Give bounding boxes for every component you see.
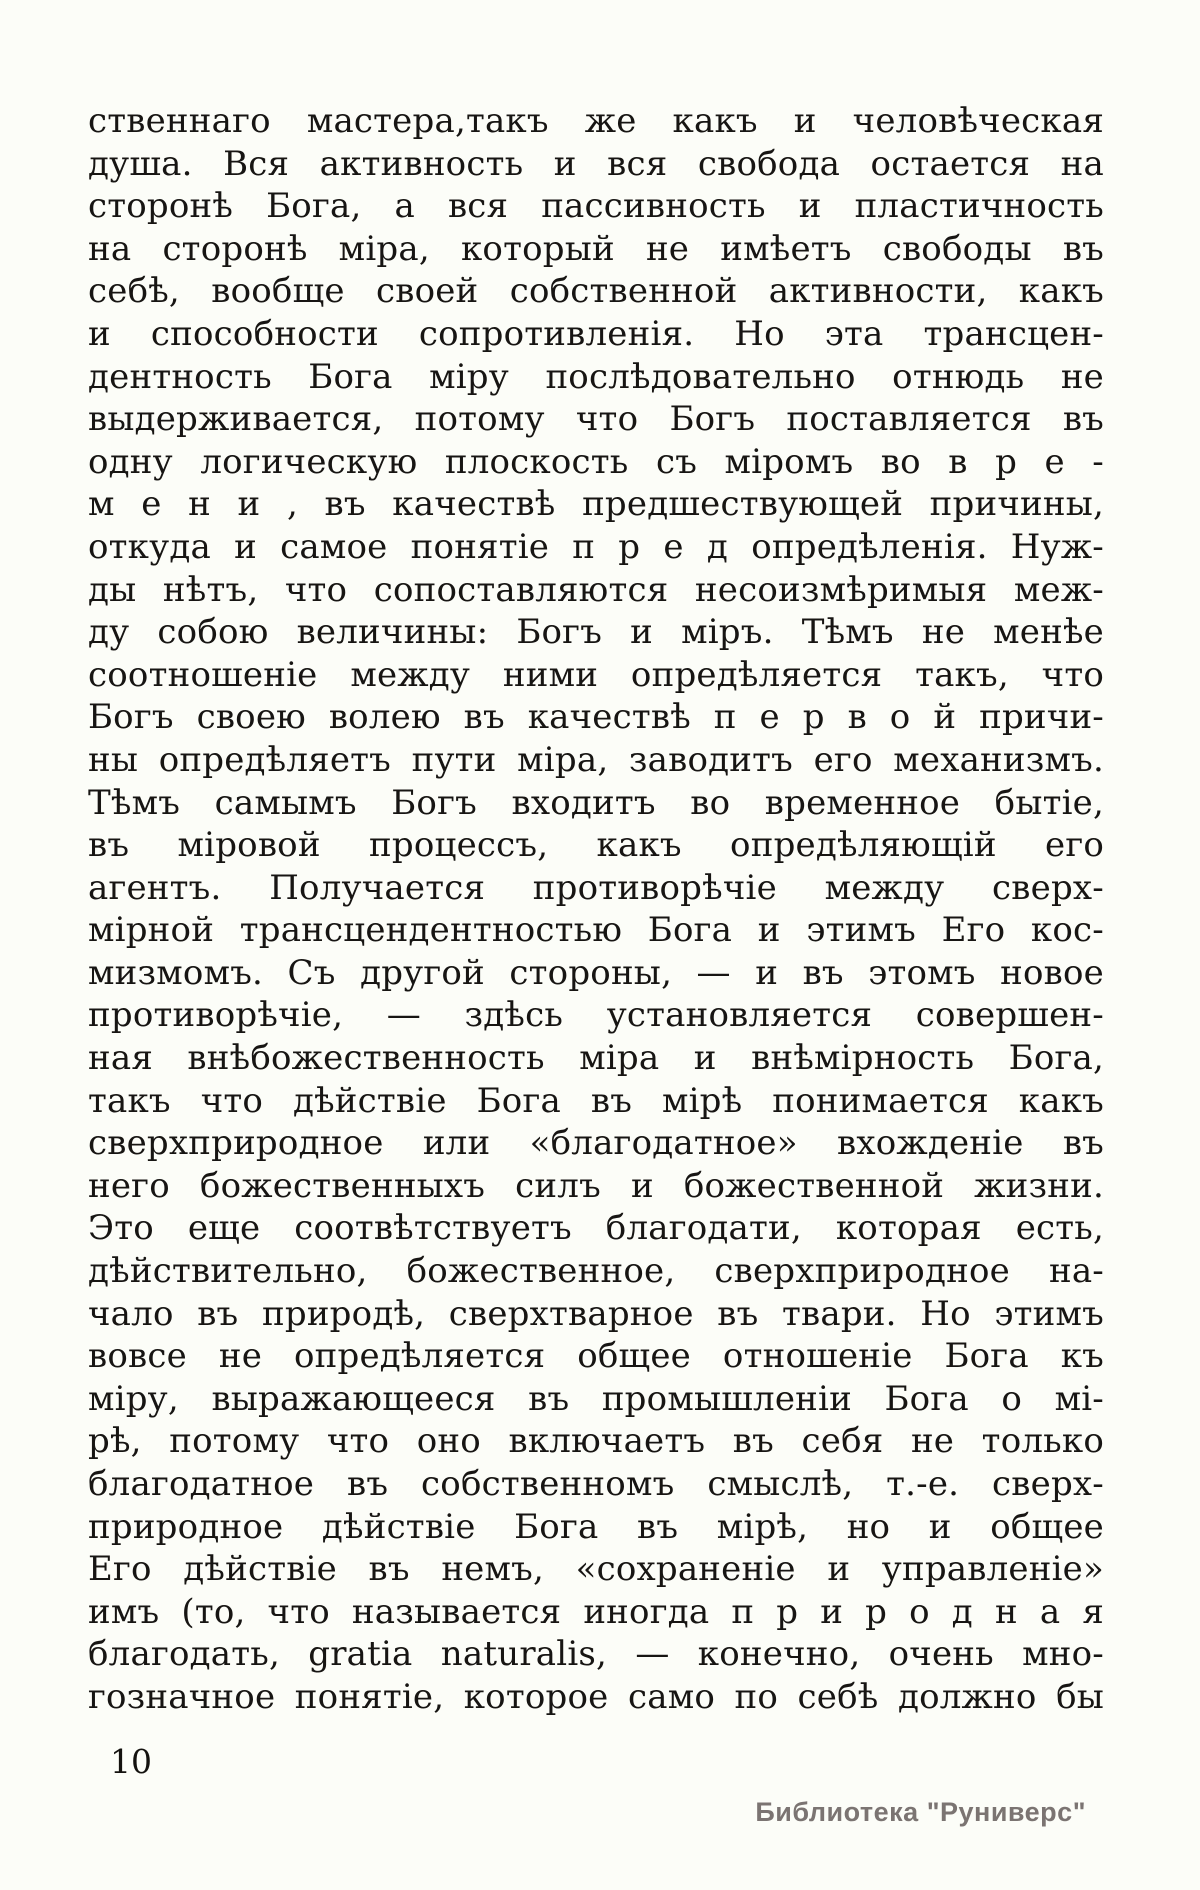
text-line: мизмомъ. Съ другой стороны, — и въ этомъ новое — [88, 952, 1104, 993]
text-line: ды нѣтъ, что сопоставляются несоизмѣримыя меж- — [88, 569, 1104, 610]
text-line: Тѣмъ самымъ Богъ входитъ во временное бытіе, — [88, 782, 1104, 823]
text-line: м е н и , въ качествѣ предшествующей причины, — [88, 484, 1104, 525]
text-line: сверхприродное или «благодатное» вхожденіе въ — [88, 1123, 1104, 1164]
text-line: такъ что дѣйствіе Бога въ мірѣ понимается какъ — [88, 1080, 1104, 1121]
page-text — [88, 100, 1104, 1719]
text-line: агентъ. Получается противорѣчіе между сверх- — [88, 867, 1104, 908]
text-line: дентность Бога міру послѣдовательно отнюдь не — [88, 356, 1104, 397]
text-line: чало въ природѣ, сверхтварное въ твари. Но этимъ — [88, 1293, 1104, 1334]
text-line: ны опредѣляетъ пути міра, заводитъ его механизмъ. — [88, 739, 1104, 780]
library-watermark: Библиотека "Руниверс" — [755, 1797, 1086, 1827]
text-line: Его дѣйствіе въ немъ, «сохраненіе и управленіе» — [88, 1549, 1104, 1590]
text-line: гозначное понятіе, которое само по себѣ должно бы — [88, 1676, 1104, 1717]
text-line: противорѣчіе, — здѣсь установляется совершен- — [88, 995, 1104, 1036]
page-number: 10 — [110, 1742, 152, 1781]
text-line: выдерживается, потому что Богъ поставляется въ — [88, 399, 1104, 440]
text-line: ду собою величины: Богъ и міръ. Тѣмъ не менѣе — [88, 612, 1104, 653]
text-line: него божественныхъ силъ и божественной жизни. — [88, 1165, 1104, 1206]
text-line: вовсе не опредѣляется общее отношеніе Бога къ — [88, 1336, 1104, 1377]
text-line: рѣ, потому что оно включаетъ въ себя не только — [88, 1421, 1104, 1462]
text-line: дѣйствительно, божественное, сверхприродное на- — [88, 1251, 1104, 1292]
text-line: Богъ своею волею въ качествѣ п е р в о й причи- — [88, 697, 1104, 738]
text-line: на сторонѣ міра, который не имѣетъ свободы въ — [88, 228, 1104, 269]
text-line: откуда и самое понятіе п р е д опредѣленія. Нуж- — [88, 526, 1104, 567]
text-line: душа. Вся активность и вся свобода остается на — [88, 143, 1104, 184]
text-line: благодать, gratia naturalis, — конечно, очень мно- — [88, 1634, 1104, 1675]
text-line: благодатное въ собственномъ смыслѣ, т.-е. сверх- — [88, 1464, 1104, 1504]
text-line: имъ (то, что называется иногда п р и р о д н а я — [88, 1591, 1104, 1632]
text-line: Это еще соотвѣтствуетъ благодати, которая есть, — [88, 1208, 1104, 1249]
text-line: ственнаго мастера,такъ же какъ и человѣческая — [88, 101, 1104, 141]
text-line: природное дѣйствіе Бога въ мірѣ, но и общее — [88, 1506, 1104, 1547]
text-line: соотношеніе между ними опредѣляется такъ, что — [88, 654, 1104, 695]
text-line: и способности сопротивленія. Но эта трансцен- — [88, 313, 1104, 354]
text-line: ная внѣбожественность міра и внѣмірность Бога, — [88, 1038, 1104, 1079]
text-line: себѣ, вообще своей собственной активности, какъ — [88, 271, 1104, 312]
text-line: одну логическую плоскость съ міромъ во в р е - — [88, 441, 1104, 482]
text-line: сторонѣ Бога, а вся пассивность и пластичность — [88, 186, 1104, 227]
text-line: міру, выражающееся въ промышленіи Бога о мі- — [88, 1378, 1104, 1419]
text-line: въ міровой процессъ, какъ опредѣляющій его — [88, 825, 1104, 866]
text-line: мірной трансцендентностью Бога и этимъ Его кос- — [88, 910, 1104, 951]
